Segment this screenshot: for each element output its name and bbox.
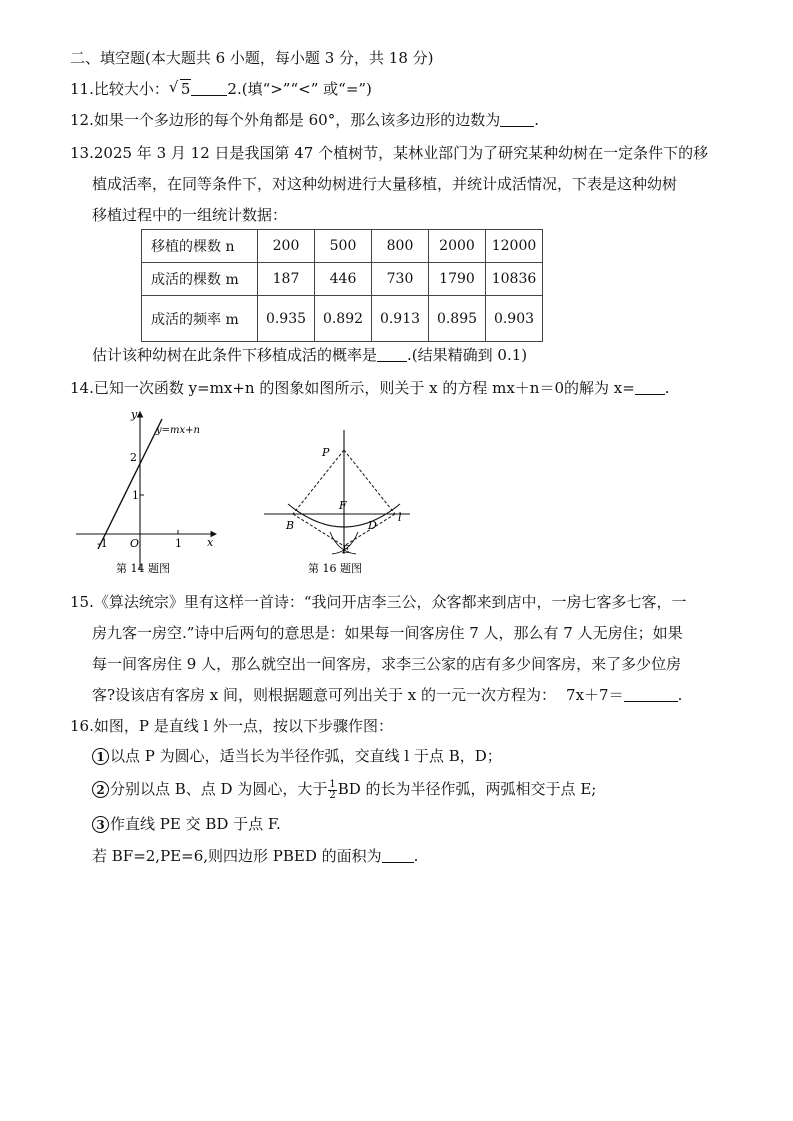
y-axis-label: y [131, 408, 138, 421]
table-cell: 187 [258, 263, 315, 296]
fraction-half: $\frac{1}{2}$ [329, 778, 336, 801]
segment-be [293, 514, 344, 546]
label-l: l [398, 511, 402, 524]
q16-intro: 16.如图，P 是直线 l 外一点，按以下步骤作图： [70, 717, 394, 735]
function-line [98, 419, 162, 549]
q15-line-4: 客?设该店有客房 x 间，则根据题意可列出关于 x 的一元一次方程为： 7x＋7＝ . [92, 686, 683, 704]
q13-line-1: 13.2025 年 3 月 12 日是我国第 47 个植树节，某林业部门为了研究某种幼树在一定条件下的移 [70, 144, 709, 162]
x-axis-label: x [207, 536, 214, 549]
q13-after2: .(结果精确到 0.1) [407, 346, 528, 364]
q11-prefix: 11.比较大小： [70, 80, 169, 98]
table-cell: 10836 [486, 263, 543, 296]
section-title: 二、填空题(本大题共 6 小题，每小题 3 分，共 18 分) [70, 49, 434, 67]
q15-line-1: 15.《算法统宗》里有这样一首诗：“我问开店李三公，众客都来到店中，一房七客多七客，一 [70, 593, 687, 611]
label-e: E [342, 543, 351, 556]
table-cell: 2000 [429, 230, 486, 263]
label-b: B [286, 519, 295, 532]
table-cell: 0.935 [258, 296, 315, 342]
q16-step-2: 2 分别以点 B、点 D 为圆心，大于 $\frac{1}{2}$ BD 的长为半径作弧，两弧相交于点 E; [92, 779, 596, 801]
table-row-label: 移植的棵数 n [142, 230, 258, 263]
line-label: y=mx+n [156, 425, 200, 436]
table-cell: 730 [372, 263, 429, 296]
table-cell: 0.913 [372, 296, 429, 342]
table-cell: 0.892 [315, 296, 372, 342]
q16-step-1: 1 以点 P 为圆心，适当长为半径作弧，交直线 l 于点 B，D； [92, 746, 502, 766]
q15-text: 客?设该店有客房 x 间，则根据题意可列出关于 x 的一元一次方程为： [92, 686, 557, 704]
q16-answer-blank[interactable] [382, 847, 414, 863]
q11-suffix: 2.(填“>”“<” 或“=”) [227, 80, 372, 98]
q13-after: 估计该种幼树在此条件下移植成活的概率是 [92, 346, 378, 364]
table-cell: 12000 [486, 230, 543, 263]
q16-step-3: 3 作直线 PE 交 BD 于点 F. [92, 814, 281, 834]
segment-pb [293, 450, 344, 514]
q12-text: 12.如果一个多边形的每个外角都是 60°，那么该多边形的边数为 [70, 111, 501, 129]
step-number-1: 1 [92, 748, 109, 765]
question-11 [70, 79, 372, 99]
q13-line-2: 植成活率，在同等条件下，对这种幼树进行大量移植，并统计成活情况，下表是这种幼树 [92, 175, 678, 193]
table-cell: 0.903 [486, 296, 543, 342]
table-row [142, 263, 543, 296]
q13-data-table [141, 229, 543, 342]
table-cell: 0.895 [429, 296, 486, 342]
q15-line-2: 房九客一房空.”诗中后两句的意思是：如果每一间客房住 7 人，那么有 7 人无房住；如果 [92, 624, 683, 642]
q11-answer-blank[interactable] [191, 80, 227, 96]
q14-text: 14.已知一次函数 y=mx+n 的图象如图所示，则关于 x 的方程 mx＋n＝0的解为 x= [70, 379, 635, 397]
tick-label-neg1: -1 [97, 537, 108, 550]
q13-question [92, 345, 527, 365]
table-row [142, 230, 543, 263]
q13-answer-blank[interactable] [377, 346, 407, 362]
table-row-label: 成活的频率 m [142, 296, 258, 342]
q14-answer-blank[interactable] [635, 379, 665, 395]
label-d: D [368, 519, 377, 532]
segment-pd [344, 450, 395, 514]
q15-line-3: 每一间客房住 9 人，那么就空出一间客房，求李三公家的店有多少间客房，来了多少位房 [92, 655, 682, 673]
figure-16-caption: 第 16 题图 [308, 562, 362, 575]
figure-16 [260, 404, 420, 576]
sqrt-symbol: √ 5 [168, 78, 191, 98]
label-f: F [339, 499, 347, 512]
tick-label-1x: 1 [175, 537, 182, 550]
figure-14 [72, 404, 222, 576]
q15-answer-blank[interactable] [624, 686, 678, 702]
tick-label-1y: 1 [132, 489, 139, 502]
question-12: 12.如果一个多边形的每个外角都是 60°，那么该多边形的边数为 . [70, 111, 539, 129]
figure-14-caption: 第 14 题图 [116, 562, 170, 575]
q11-radicand: 5 [180, 80, 191, 98]
table-cell: 500 [315, 230, 372, 263]
tick-label-2: 2 [130, 451, 137, 464]
q12-answer-blank[interactable] [500, 111, 534, 127]
table-cell: 1790 [429, 263, 486, 296]
q16-condition: 若 BF=2,PE=6,则四边形 PBED 的面积为 . [92, 847, 419, 865]
table-cell: 446 [315, 263, 372, 296]
table-cell: 200 [258, 230, 315, 263]
q13-line-3: 移植过程中的一组统计数据： [92, 206, 288, 224]
table-row [142, 296, 543, 342]
label-p: P [322, 446, 330, 459]
table-row-label: 成活的棵数 m [142, 263, 258, 296]
question-14: 14.已知一次函数 y=mx+n 的图象如图所示，则关于 x 的方程 mx＋n＝0的解为 x= . [70, 379, 670, 397]
step-number-3: 3 [92, 816, 109, 833]
step-number-2: 2 [92, 781, 109, 798]
origin-label: O [130, 537, 140, 550]
table-cell: 800 [372, 230, 429, 263]
q15-equation: 7x＋7＝ [566, 686, 624, 704]
